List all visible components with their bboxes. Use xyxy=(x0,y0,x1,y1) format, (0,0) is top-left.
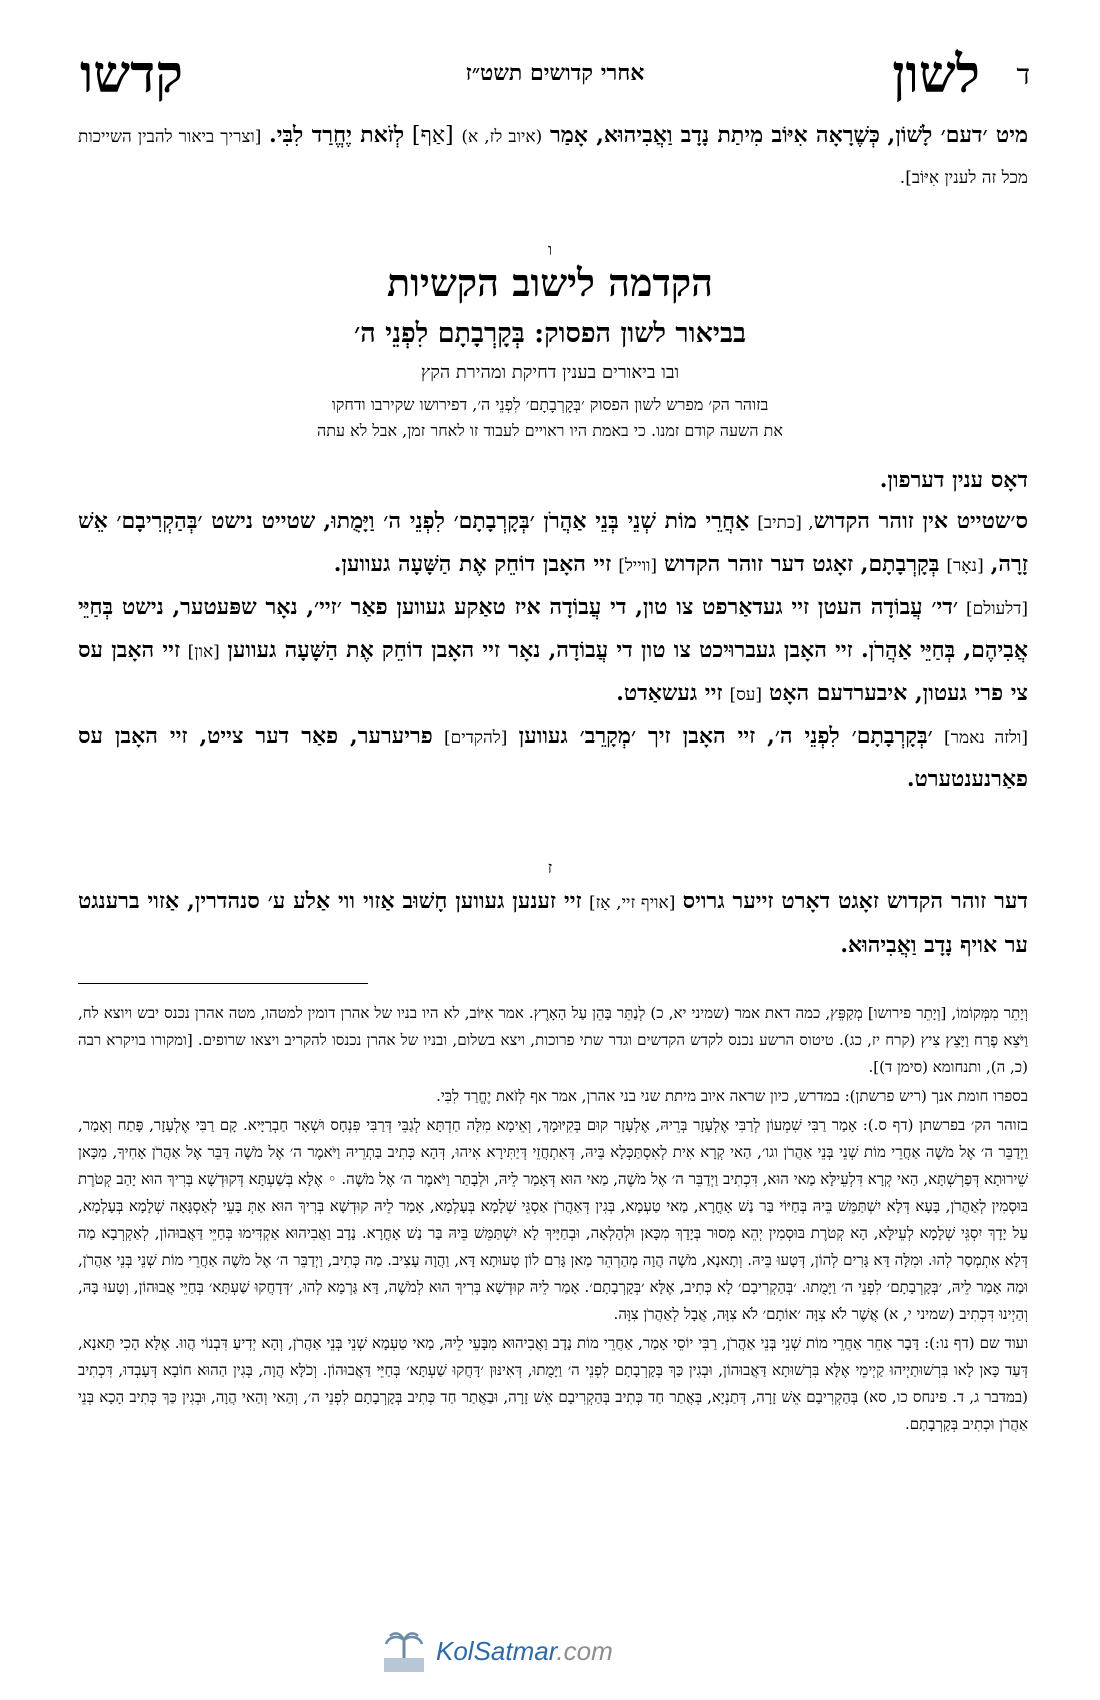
p2-f: זיי געשאַדט. xyxy=(616,680,723,706)
paragraph-3 xyxy=(78,716,1028,800)
p2-a: [דלעולם] xyxy=(966,599,1028,619)
p2-b: ׳די׳ עֲבוֹדָה העטן זיי געדאַרפט צו טון, די עֲבוֹדָה איז טאַקע געווען פאַר ׳זיי׳, נאָר שפּעטער, נישט בְּחַיֵּי אֲבִיהֶם, בְּחַיֵּי אַהֲרֹן. זיי האָבן געברוּיכט צו טון די עֲבוֹדָה, נאָר זיי האָבן דוֹחֵק אֶת הַשָּׁעָה געווען xyxy=(78,594,1028,663)
s7-a: דער זוהר הקדוש זאָגט דאָרט זייער גרויס xyxy=(682,888,1029,914)
section-subtitle: בביאור לשון הפסוק: בְּקָרְבָתָם לִפְנֵי ה׳ xyxy=(353,318,747,349)
p3-d: פריערער, פאַר דער צייט, זיי האָבן עס פאַרנענטערט. xyxy=(78,723,1028,792)
s7-c: זיי זענען געווען חָשׁוּב אַזוי ווי אַלע ע׳ סנהדרין, אַזוי ברענגט ער אויף נָדָב וַאֲבִיהוּא. xyxy=(78,888,1028,958)
intro-paragraph xyxy=(78,115,1028,198)
p1-e: [נאָר] xyxy=(946,556,984,576)
s7-b: [אויף זיי, אַז] xyxy=(588,893,676,913)
p3-c: [להקדים] xyxy=(444,728,508,748)
section-subtitle-2: ובו ביאורים בענין דחיקת ומהירת הקץ xyxy=(420,362,680,383)
footnotes xyxy=(78,1000,1028,1440)
watermark-tld: .com xyxy=(556,1636,613,1666)
watermark xyxy=(370,1628,670,1678)
intro-lead: מיט ׳דעם׳ לָשׁוֹן, xyxy=(887,122,1029,148)
intro-text-2: [אַף] xyxy=(411,123,454,148)
page-letter: ד xyxy=(1016,58,1030,91)
watermark-brand: KolSatmar xyxy=(436,1636,557,1666)
p1-c: אַחֲרֵי מוֹת שְׁנֵי בְּנֵי אַהֲרֹן ׳בְּקָרְבָתָם׳ לִפְנֵי ה׳ וַיָּמֻתוּ, xyxy=(323,508,750,534)
intro-tail: [וצריך ביאור להבין השייכות מכל זה לענין אִיּוֹב]. xyxy=(78,127,1028,188)
p3-b: ׳בְּקָרְבָתָם׳ לִפְנֵי ה׳, זיי האָבן זיך ׳מְקָרֵב׳ געווען xyxy=(518,723,933,749)
header-title-right: לשון xyxy=(892,44,980,105)
paragraph-1 xyxy=(78,501,1028,587)
watermark-text xyxy=(436,1636,613,1667)
footnote-3: בזוהר הק׳ בפרשתן (דף ס.): אָמַר רַבִּי שִׁמְעוֹן לְרַבִּי אֶלְעָזָר בְּרֵיהּ, אֶלְעָזָר קוּם בְּקִיּוּמָךְ, וְאֵימָא מִלָּה חַדְתָּא לְגַבֵּי דְּרַבִּי פִּנְחָס וּשְׁאָר חַבְרַיָּיא. קָם רַבִּי אֶלְעָזָר, פָּתַח וְאָמַר, וַיְדַבֵּר ה׳ אֶל מֹשֶׁה אַחֲרֵי מוֹת שְׁנֵי בְּנֵי אַהֲרֹן וגו׳, הַאי קְרָא אִית לְאִסְתַּכְּלָא בֵּיהּ, דְּאִתְחֲזֵי דְּיַתִּירָא אִיהוּ, דְּהָא כְּתִיב בַּתְרֵיהּ וַיֹּאמֶר ה׳ אֶל מֹשֶׁה דַּבֵּר אֶל אַהֲרֹן אָחִיךָ, מִכָּאן שֵׁירוּתָא דְּפַרְשְׁתָּא, הַאי קְרָא דִּלְעֵילָּא מַאי הוּא, דִּכְתִיב וַיְדַבֵּר ה׳ אֶל מֹשֶׁה, מַאי הוּא דְּאָמַר לֵיהּ, וּלְבָתַר וַיֹּאמֶר ה׳ אֶל מֹשֶׁה. ◦ אֶלָּא בְּשַׁעְתָּא דְּקוּדְשָׁא בְּרִיךְ הוּא יָהַב קְטֹרֶת בּוּסְמִין לְאַהֲרֹן, בָּעָא דְּלָא יִשְׁתַּמֵּשׁ בֵּיהּ בְּחַיּוֹי בַּר נַשׁ אָחֳרָא, מַאי טַעְמָא, בְּגִין דְּאַהֲרֹן אַסְגֵּי שְׁלָמָא בְּעָלְמָא, אָמַר לֵיהּ קוּדְשָׁא בְּרִיךְ הוּא אַתְּ בָּעֵי לְאַסְגָּאָה שְׁלָמָא בְּעָלְמָא, עַל יָדָךְ יִסְגֵּי שְׁלָמָא לְעֵילָּא, הָא קְטֹרֶת בּוּסְמִין יְהֵא מְסוּר בְּיָדָךְ מִכָּאן וּלְהָלְאָה, וּבְחַיָּיךְ לָא יִשְׁתַּמֵּשׁ בֵּיהּ בַּר נַשׁ אָחֳרָא. נָדָב וַאֲבִיהוּא אַקְדִּימוּ בְּחַיֵּי דַּאֲבוּהוֹן, לְאַקְרְבָא מַה דְּלָא אִתְמְסַר לְהוּ. וּמִלָּה דָּא גָּרִים לְהוֹן, דְּטָעוּ בֵּיהּ. וְתָאנָא, מֹשֶׁה הֲוָה מְהַרְהֵר מַאן גָּרִם לוֹן טְעוּתָא דָּא, וַהֲוָה עָצִיב. מַה כְּתִיב, וַיְדַבֵּר ה׳ אֶל מֹשֶׁה אַחֲרֵי מוֹת שְׁנֵי בְּנֵי אַהֲרֹן, וּמַה אָמַר לֵיהּ, ׳בְּקָרְבָתָם׳ לִפְנֵי ה׳ וַיָּמֻתוּ. ׳בְּהַקְרִיבָם׳ לָא כְּתִיב, אֶלָּא ׳בְּקָרְבָתָם׳. אָמַר לֵיהּ קוּדְשָׁא בְּרִיךְ הוּא לְמֹשֶׁה, דָּא גַּרְמָא לְהוּ, ׳דְּדָחֲקוּ שַׁעְתָּא׳ בְּחַיֵּי אֲבוּהוֹן, וְטָעוּ בָּהּ, וְהַיְינוּ דִּכְתִיב (שמיני י, א) אֲשֶׁר לֹא צִוָּה ׳אוֹתָם׳ לֹא צִוָּה, אֲבָל לְאַהֲרֹן צִוָּה. xyxy=(78,1116,1028,1323)
header-title-left: קדשו xyxy=(80,44,183,105)
section-title: הקדמה לישוב הקשיות xyxy=(387,260,713,305)
intro-text-3: לְזֹאת יֶחֱרַד לִבִּי. xyxy=(269,122,405,148)
section-mark-7: ז xyxy=(547,858,553,877)
footnote-4: ועוד שם (דף נו:): דָּבָר אַחֵר אַחֲרֵי מוֹת שְׁנֵי בְּנֵי אַהֲרֹן, רַבִּי יוֹסֵי אָמַר, אַחֲרֵי מוֹת נָדָב וַאֲבִיהוּא מִבָּעֵי לֵיהּ, מַאי טַעְמָא שְׁנֵי בְּנֵי אַהֲרֹן, וְהָא יְדִיעַ דִּבְנוֹי הֲווּ. אֶלָּא הָכִי תָּאנָא, דְּעַד כָּאן לָאו בִּרְשׁוּתַיְיהוּ קַיְימֵי אֶלָּא בִּרְשׁוּתָא דַּאֲבוּהוֹן, וּבְגִין כַּךְ בְּקָרְבָתָם לִפְנֵי ה׳ וַיָּמֻתוּ, דְּאִינּוּן ׳דָּחֲקוּ שַׁעְתָּא׳ בְּחַיֵּי דַּאֲבוּהוֹן. וְכֹלָּא הֲוָה, בְּגִין הַהוּא חוֹבָא דְּעָבְדוּ, דִּכְתִיב (במדבר ג, ד. פינחס כו, סא) בְּהַקְרִיבָם אֵשׁ זָרָה, דְּתַנְיָא, בְּאֲתַר חַד כְּתִיב בְּהַקְרִיבָם אֵשׁ זָרָה, וּבַאֲתַר חַד כְּתִיב בְּקָרְבָתָם לִפְנֵי ה׳, וְהַאי וְהַאי הֲוָה, וּבְגִין כַּךְ כְּתִיב הָכָא בְּנֵי אַהֲרֹן וּכְתִיב בְּקָרְבָתָם. xyxy=(78,1334,1028,1433)
header-parsha: אחרי קדושים תשט״ז xyxy=(465,60,645,86)
p2-e: [עס] xyxy=(729,685,763,705)
page-header xyxy=(80,40,1030,110)
p3-a: [ולזה נאמר] xyxy=(944,728,1028,748)
p2-d: זיי האָבן עס צי פרי געטון, איבערדעם האָט xyxy=(78,637,1028,706)
p1-g: [ווייל] xyxy=(618,556,658,576)
p1-a: ס׳שטייט אין זוהר הקדוש xyxy=(813,508,1029,534)
paragraph-0: דאָס ענין דערפון. xyxy=(879,467,1028,493)
section-mark-6: ו xyxy=(547,240,553,259)
p2-c: [און] xyxy=(187,642,220,662)
p1-d: שטייט נישט ׳בְּהַקְרִיבָם׳ אֵשׁ זָרָה, xyxy=(78,508,1028,577)
section-note-line-2: את השעה קודם זמנו. כי באמת היו ראויים לעבוד זו לאחר זמן, אבל לא עתה xyxy=(316,421,784,440)
section-note xyxy=(0,392,1100,444)
main-text xyxy=(78,460,1028,800)
footnote-2: בספרו חומת אנך (ריש פרשתן): במדרש, כיון שראה איוב מיתת שני בני אהרן, אמר אף לְזֹאת יֶחֱרַד לִבִּי. xyxy=(436,1087,1028,1105)
footnote-1: וְיָתֵר מִמְּקוֹמוֹ, [וְיָתֵר פירושו] מְקַפֵּץ, כמה דאת אמר (שמיני יא, כ) לְנַתֵּר בָּהֵן עַל הָאָרֶץ. אמר אִיּוֹב, לא היו בניו של אהרן דומין למטהו, מטה אהרן נכנס יבש ויוצא לח, וַיֹּצֵא פֶרַח וַיָּצֵץ צִיץ (קרח יז, כג). טיטוס הרשע נכנס לקדש הקדשים וגדר שתי פרוכות, ויצא בשלום, ובניו של אהרן נכנסו להקריב ויצאו שרופים. [ומקורו בויקרא רבה (כ, ה), ותנחומא (סימן ד)]. xyxy=(78,1004,1028,1076)
section-7-text xyxy=(78,880,1028,967)
intro-text-1: כְּשֶׁרָאָה אִיּוֹב מִיתַת נָדָב וַאֲבִיהוּא, אָמַר xyxy=(549,122,880,148)
p1-f: בְּקָרְבָתָם, זאָגט דער זוהר הקדוש xyxy=(664,551,940,577)
intro-ref: (איוב לז, א) xyxy=(461,127,543,147)
section-note-line-1: בזוהר הק׳ מפרש לשון הפסוק ׳בְּקָרְבָתָם׳ לִפְנֵי ה׳, דפירושו שקירבו ודחקו xyxy=(331,395,769,414)
paragraph-2 xyxy=(78,587,1028,716)
p1-h: זיי האָבן דוֹחֵק אֶת הַשָּׁעָה געווען. xyxy=(333,551,612,577)
p1-b: , [כתיב] xyxy=(757,513,814,533)
kolsatmar-logo-icon xyxy=(380,1628,428,1676)
footnote-divider xyxy=(78,983,368,984)
